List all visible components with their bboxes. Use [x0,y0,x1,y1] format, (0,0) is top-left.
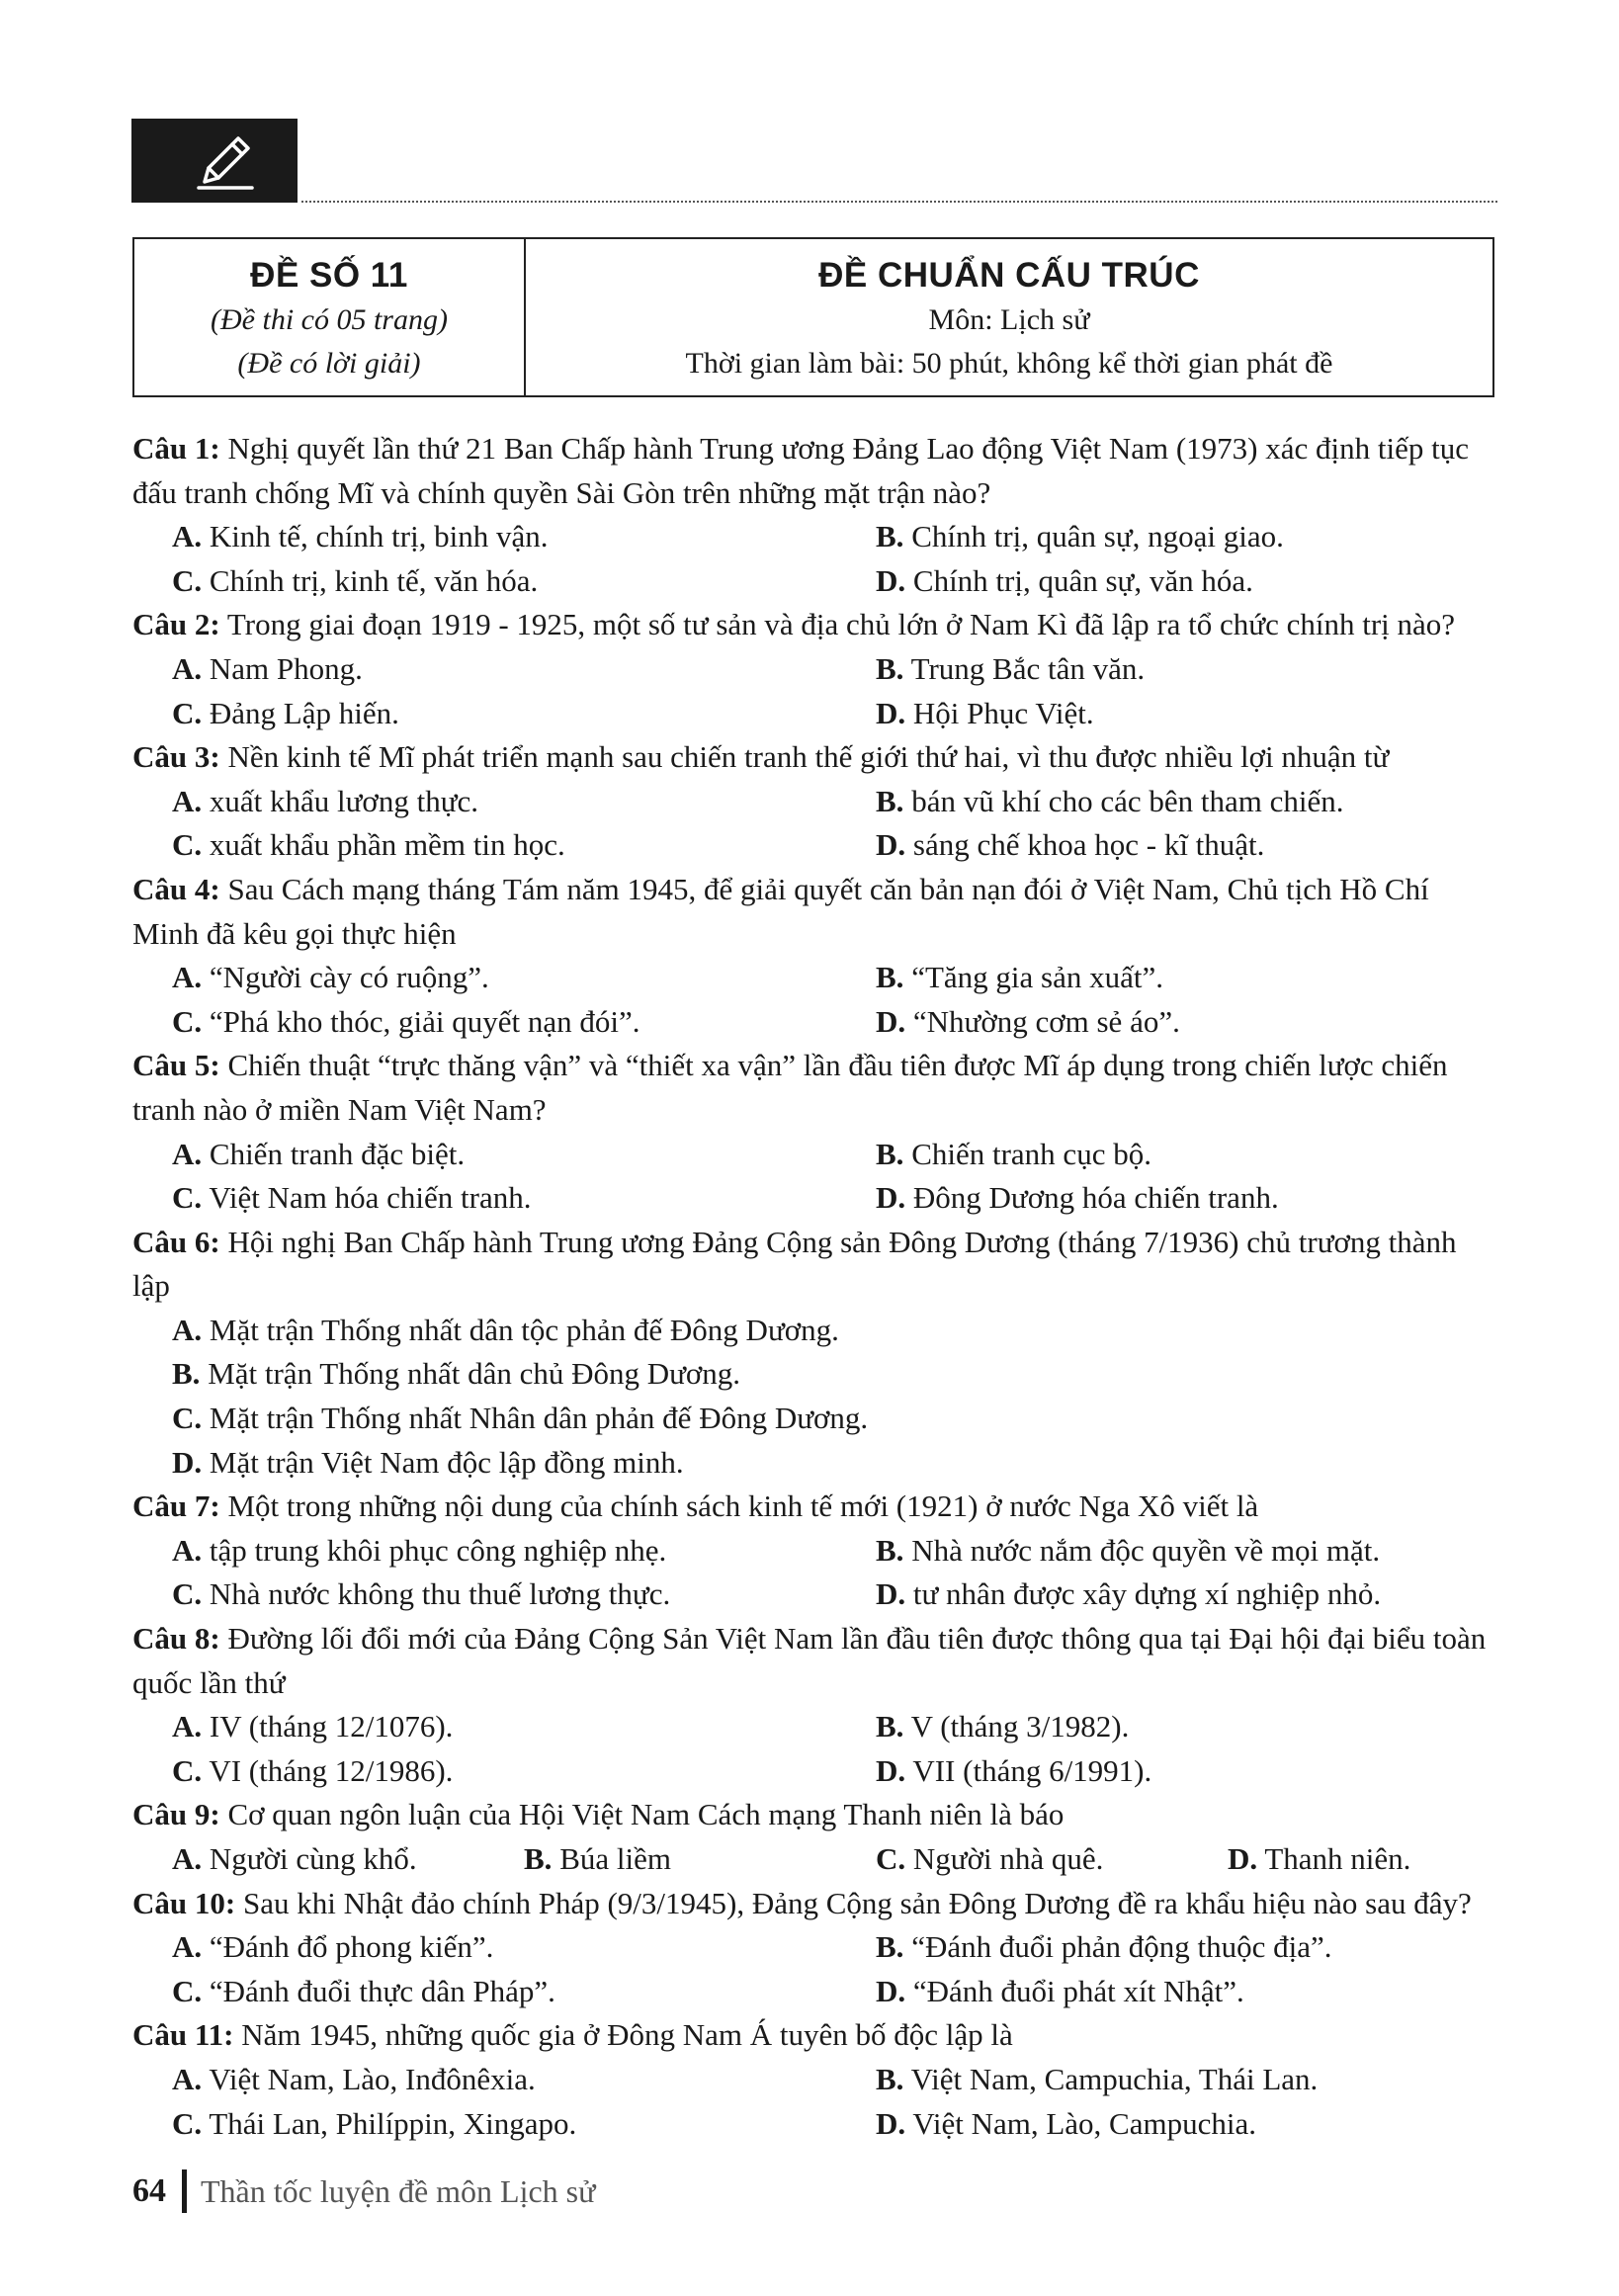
exam-subject: Môn: Lịch sử [928,303,1090,336]
answer-option [172,1705,876,1749]
question-text: Hội nghị Ban Chấp hành Trung ương Đảng Cộng sản Đông Dương (tháng 7/1936) chủ trương thành lập [132,1224,1457,1304]
option-text: Việt Nam, Lào, Campuchia. [912,2105,1256,2141]
question-block [132,1221,1496,1486]
question-stem [132,2013,1496,2058]
option-text: Việt Nam hóa chiến tranh. [209,1180,532,1216]
answer-option [172,1176,876,1221]
option-text: Việt Nam, Campuchia, Thái Lan. [910,2061,1319,2096]
answer-option [876,515,1496,559]
option-letter: B. [876,1136,904,1171]
option-letter: B. [876,519,904,554]
answer-options [132,647,1496,735]
question-block [132,1044,1496,1220]
option-text: Trung Bắc tân văn. [910,650,1146,686]
question-label: Câu 7: [132,1488,220,1524]
question-block [132,2013,1496,2146]
answer-note: (Đề có lời giải) [237,347,421,380]
option-letter: A. [172,783,203,818]
question-stem [132,1793,1496,1837]
question-text: Cơ quan ngôn luận của Hội Việt Nam Cách mạng Thanh niên là báo [227,1797,1065,1832]
answer-option [172,780,876,824]
question-text: Sau Cách mạng tháng Tám năm 1945, để giải quyết căn bản nạn đói ở Việt Nam, Chủ tịch Hồ Chí Minh đã kêu gọi thực hiện [132,871,1429,951]
option-text: Nam Phong. [209,650,363,686]
exam-number: ĐỀ SỐ 11 [250,256,408,295]
answer-options [132,1837,1496,1882]
option-letter: A. [172,1841,203,1876]
option-letter: C. [172,1003,203,1039]
question-stem [132,1221,1496,1309]
option-text: “Đánh đuổi thực dân Pháp”. [209,1973,555,2008]
option-letter: A. [172,1709,203,1744]
option-text: Người nhà quê. [912,1841,1104,1876]
answer-option [876,1176,1496,1221]
exam-header-right [526,239,1492,395]
option-text: Mặt trận Việt Nam độc lập đồng minh. [209,1444,684,1480]
answer-options [132,515,1496,603]
option-text: Thanh niên. [1264,1841,1411,1876]
page-number: 64 [132,2172,166,2209]
option-text: Chính trị, quân sự, ngoại giao. [911,519,1284,554]
answer-options [132,780,1496,868]
answer-option [876,559,1496,604]
option-letter: A. [172,650,203,686]
option-letter: C. [172,1752,203,1788]
option-letter: C. [876,1841,906,1876]
answer-option [172,956,876,1000]
question-stem [132,427,1496,515]
option-text: Búa liềm [559,1841,671,1876]
question-block [132,603,1496,735]
option-letter: A. [172,519,203,554]
question-stem [132,1044,1496,1132]
answer-option [1228,1837,1496,1882]
question-label: Câu 1: [132,431,220,466]
answer-option [172,1309,1496,1353]
exam-title: ĐỀ CHUẨN CẤU TRÚC [818,256,1200,295]
exam-time: Thời gian làm bài: 50 phút, không kể thời gian phát đề [685,347,1333,380]
question-text: Một trong những nội dung của chính sách kinh tế mới (1921) ở nước Nga Xô viết là [227,1488,1259,1524]
option-text: “Nhường cơm sẻ áo”. [912,1003,1180,1039]
option-letter: D. [876,1003,906,1039]
question-label: Câu 5: [132,1048,220,1083]
option-letter: D. [172,1444,203,1480]
option-text: Chiến tranh đặc biệt. [209,1136,466,1171]
option-text: V (tháng 3/1982). [910,1709,1130,1744]
answer-option [876,1749,1496,1794]
option-letter: D. [1228,1841,1258,1876]
answer-option [172,515,876,559]
option-text: Hội Phục Việt. [912,695,1094,730]
option-letter: B. [876,960,904,995]
answer-option [876,1925,1496,1970]
option-letter: D. [876,1973,906,2008]
answer-option [876,1529,1496,1573]
option-letter: A. [172,1929,203,1965]
option-text: Nhà nước nắm độc quyền về mọi mặt. [911,1532,1381,1568]
answer-options [132,2058,1496,2146]
option-text: tập trung khôi phục công nghiệp nhẹ. [209,1532,667,1568]
option-letter: A. [172,1312,203,1347]
footer-divider [182,2169,187,2213]
question-block [132,1485,1496,1617]
question-block [132,868,1496,1044]
question-block [132,735,1496,868]
book-title: Thần tốc luyện đề môn Lịch sử [201,2172,596,2209]
answer-option [172,1529,876,1573]
question-label: Câu 10: [132,1885,236,1920]
option-letter: B. [876,1532,904,1568]
option-letter: D. [876,1180,906,1216]
option-letter: D. [876,695,906,730]
answer-option [876,647,1496,692]
question-text: Đường lối đổi mới của Đảng Cộng Sản Việt Nam lần đầu tiên được thông qua tại Đại hội đại biểu toàn quốc lần thứ [132,1621,1487,1700]
answer-options [132,1133,1496,1221]
answer-option [876,2058,1496,2102]
answer-option [876,692,1496,736]
option-letter: C. [172,1576,203,1612]
option-text: Chính trị, kinh tế, văn hóa. [209,562,539,598]
question-block [132,427,1496,603]
answer-option [172,559,876,604]
question-label: Câu 3: [132,739,220,775]
answer-option [876,1970,1496,2014]
question-stem [132,1882,1496,1926]
answer-option [172,2102,876,2147]
option-letter: A. [172,1532,203,1568]
option-letter: B. [172,1356,201,1392]
answer-option [876,2102,1496,2147]
option-text: Đảng Lập hiến. [209,695,399,730]
answer-option [172,823,876,868]
option-letter: C. [172,2105,203,2141]
option-letter: C. [172,1973,203,2008]
option-letter: C. [172,1180,203,1216]
option-letter: B. [876,1929,904,1965]
option-text: xuất khẩu lương thực. [209,783,479,818]
option-letter: C. [172,562,203,598]
option-letter: D. [876,1576,906,1612]
question-block [132,1793,1496,1881]
answer-option [876,823,1496,868]
answer-option [876,956,1496,1000]
answer-option [172,1925,876,1970]
option-letter: B. [876,2061,904,2096]
pages-note: (Đề thi có 05 trang) [211,303,448,336]
option-text: Người cùng khổ. [209,1841,417,1876]
answer-option [172,2058,876,2102]
question-label: Câu 2: [132,607,220,642]
answer-options [132,1705,1496,1793]
option-text: Nhà nước không thu thuế lương thực. [209,1576,671,1612]
option-text: Kinh tế, chính trị, binh vận. [209,519,549,554]
question-block [132,1617,1496,1793]
dotted-rule [301,201,1497,203]
answer-option [524,1837,876,1882]
header-icon-box [131,119,298,203]
option-text: “Đánh đổ phong kiến”. [209,1929,494,1965]
option-letter: C. [172,695,203,730]
question-text: Nền kinh tế Mĩ phát triển mạnh sau chiến tranh thế giới thứ hai, vì thu được nhiều lợi nhuận từ [227,739,1390,775]
answer-option [172,1000,876,1045]
option-text: “Phá kho thóc, giải quyết nạn đói”. [209,1003,640,1039]
question-label: Câu 6: [132,1224,220,1259]
option-text: Mặt trận Thống nhất Nhân dân phản đế Đông Dương. [209,1401,869,1436]
option-text: tư nhân được xây dựng xí nghiệp nhỏ. [912,1576,1382,1612]
question-stem [132,1617,1496,1705]
exam-header-left [134,239,526,395]
answer-option [876,1837,1228,1882]
option-text: VII (tháng 6/1991). [912,1752,1152,1788]
option-text: Mặt trận Thống nhất dân tộc phản đế Đông Dương. [209,1312,839,1347]
answer-option [172,647,876,692]
answer-option [172,1352,1496,1397]
answer-options [132,1925,1496,2013]
question-stem [132,1485,1496,1529]
option-text: xuất khẩu phần mềm tin học. [209,827,565,863]
answer-options [132,1309,1496,1485]
answer-option [172,1133,876,1177]
answer-options [132,1529,1496,1617]
option-text: Mặt trận Thống nhất dân chủ Đông Dương. [208,1356,741,1392]
option-letter: B. [876,783,904,818]
option-letter: C. [172,827,203,863]
page-footer [132,2167,595,2216]
question-stem [132,735,1496,780]
answer-option [876,1000,1496,1045]
option-text: Thái Lan, Philíppin, Xingapo. [209,2105,577,2141]
pencil-icon [191,127,260,196]
option-letter: C. [172,1401,203,1436]
option-text: Việt Nam, Lào, Inđônêxia. [209,2061,536,2096]
question-block [132,1882,1496,2014]
option-text: “Đánh đuổi phản động thuộc địa”. [911,1929,1332,1965]
option-letter: B. [876,650,904,686]
question-list [132,427,1496,2146]
answer-option [172,1397,1496,1441]
question-label: Câu 4: [132,871,220,906]
option-letter: D. [876,827,906,863]
answer-option [172,692,876,736]
option-letter: B. [876,1709,904,1744]
question-text: Nghị quyết lần thứ 21 Ban Chấp hành Trung ương Đảng Lao động Việt Nam (1973) xác định tiếp tục đấu tranh chống Mĩ và chính quyền Sài Gòn trên những mặt trận nào? [132,431,1469,510]
option-text: “Người cày có ruộng”. [209,960,489,995]
option-text: Đông Dương hóa chiến tranh. [912,1180,1279,1216]
question-text: Năm 1945, những quốc gia ở Đông Nam Á tuyên bố độc lập là [241,2017,1013,2053]
option-text: bán vũ khí cho các bên tham chiến. [911,783,1344,818]
question-text: Chiến thuật “trực thăng vận” và “thiết xa vận” lần đầu tiên được Mĩ áp dụng trong chiến lược chiến tranh nào ở miền Nam Việt Nam? [132,1048,1448,1127]
option-text: “Đánh đuổi phát xít Nhật”. [912,1973,1244,2008]
question-label: Câu 11: [132,2017,234,2053]
exam-header [132,237,1494,397]
option-letter: A. [172,2061,203,2096]
answer-option [172,1970,876,2014]
answer-option [876,1573,1496,1617]
question-stem [132,868,1496,956]
answer-option [172,1573,876,1617]
answer-option [876,780,1496,824]
answer-option [172,1441,1496,1486]
option-letter: D. [876,2105,906,2141]
option-text: sáng chế khoa học - kĩ thuật. [912,827,1265,863]
option-text: “Tăng gia sản xuất”. [911,960,1163,995]
question-text: Trong giai đoạn 1919 - 1925, một số tư sản và địa chủ lớn ở Nam Kì đã lập ra tổ chức chính trị nào? [226,607,1456,642]
answer-option [876,1133,1496,1177]
answer-options [132,956,1496,1044]
answer-option [172,1837,524,1882]
question-text: Sau khi Nhật đảo chính Pháp (9/3/1945), Đảng Cộng sản Đông Dương đề ra khẩu hiệu nào sau đây? [242,1885,1472,1920]
option-text: IV (tháng 12/1076). [209,1709,454,1744]
option-letter: D. [876,1752,906,1788]
question-label: Câu 8: [132,1621,220,1657]
answer-option [876,1705,1496,1749]
answer-option [172,1749,876,1794]
option-letter: D. [876,562,906,598]
option-text: Chiến tranh cục bộ. [911,1136,1151,1171]
option-text: Chính trị, quân sự, văn hóa. [912,562,1253,598]
option-letter: A. [172,960,203,995]
question-stem [132,603,1496,647]
option-letter: A. [172,1136,203,1171]
question-label: Câu 9: [132,1797,220,1832]
option-text: VI (tháng 12/1986). [209,1752,454,1788]
option-letter: B. [524,1841,553,1876]
